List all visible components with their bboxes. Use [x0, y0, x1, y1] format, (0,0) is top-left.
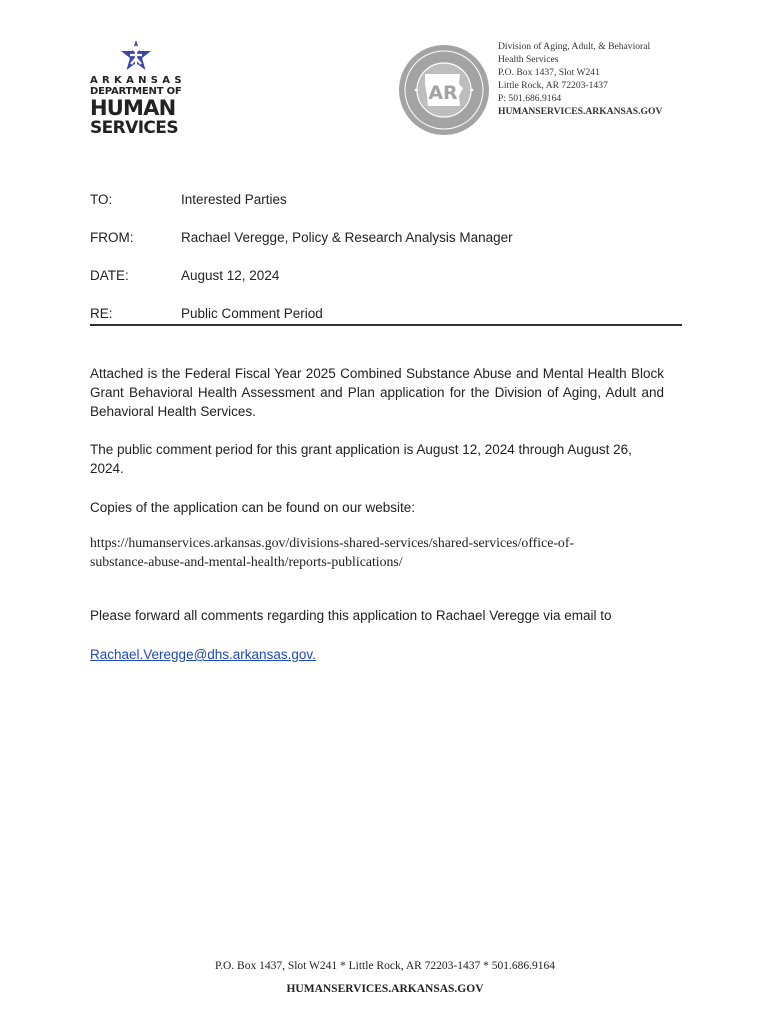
memo-to-value: Interested Parties — [181, 192, 287, 207]
memo-row-to — [90, 192, 682, 230]
address-website: HUMANSERVICES.ARKANSAS.GOV — [498, 106, 663, 117]
body-paragraph-attached: Attached is the Federal Fiscal Year 2025 Combined Substance Abuse and Mental Health Block Grant Behavioral Health Assessment and Plan application for the Division of Aging, Adult and Behavioral Health Services. — [90, 366, 664, 419]
address-division: Division of Aging, Adult, & Behavioral — [498, 41, 651, 52]
memo-from-label: FROM: — [90, 230, 134, 245]
footer-address: P.O. Box 1437, Slot W241 * Little Rock, AR 72203-1437 * 501.686.9164 — [214, 960, 555, 972]
address-block — [498, 40, 662, 118]
memo-to-label: TO: — [90, 192, 113, 207]
email-link[interactable]: Rachael.Veregge@dhs.arkansas.gov. — [90, 647, 316, 662]
address-city: Little Rock, AR 72203-1437 — [498, 80, 608, 91]
logo-text-arkansas: ARKANSAS — [90, 75, 186, 86]
footer-website: HUMANSERVICES.ARKANSAS.GOV — [286, 983, 484, 995]
memo-row-from — [90, 230, 682, 268]
svg-text:AR: AR — [428, 82, 458, 104]
website-url — [90, 533, 664, 571]
body-paragraph-comment-period: The public comment period for this grant application is August 12, 2024 through August 26, 2024. — [90, 442, 632, 476]
logo-text-department: DEPARTMENT OF — [90, 86, 182, 97]
address-po-box: P.O. Box 1437, Slot W241 — [498, 67, 600, 78]
dhs-logo — [90, 38, 190, 138]
website-url-line2: substance-abuse-and-mental-health/reports-publications/ — [90, 554, 403, 569]
logo-text-services: SERVICES — [90, 118, 178, 138]
address-phone: P: 501.686.9164 — [498, 93, 562, 104]
address-division-cont: Health Services — [498, 54, 559, 65]
memo-re-label: RE: — [90, 306, 113, 321]
body-paragraph-copies: Copies of the application can be found on our website: — [90, 500, 415, 515]
memo-header — [90, 192, 682, 344]
memo-from-value: Rachael Veregge, Policy & Research Analysis Manager — [181, 230, 513, 245]
memo-divider — [90, 324, 682, 326]
memo-date-label: DATE: — [90, 268, 129, 283]
logo-text-human: HUMAN — [90, 96, 176, 120]
memo-row-date — [90, 268, 682, 306]
website-url-line1: https://humanservices.arkansas.gov/divisions-shared-services/shared-services/office-of- — [90, 535, 575, 550]
memo-date-value: August 12, 2024 — [181, 268, 280, 283]
dhs-star-icon — [118, 38, 154, 74]
body-paragraph-forward: Please forward all comments regarding this application to Rachael Veregge via email to — [90, 608, 612, 623]
memo-re-value: Public Comment Period — [181, 306, 323, 321]
dhs-seal-icon — [398, 44, 490, 136]
